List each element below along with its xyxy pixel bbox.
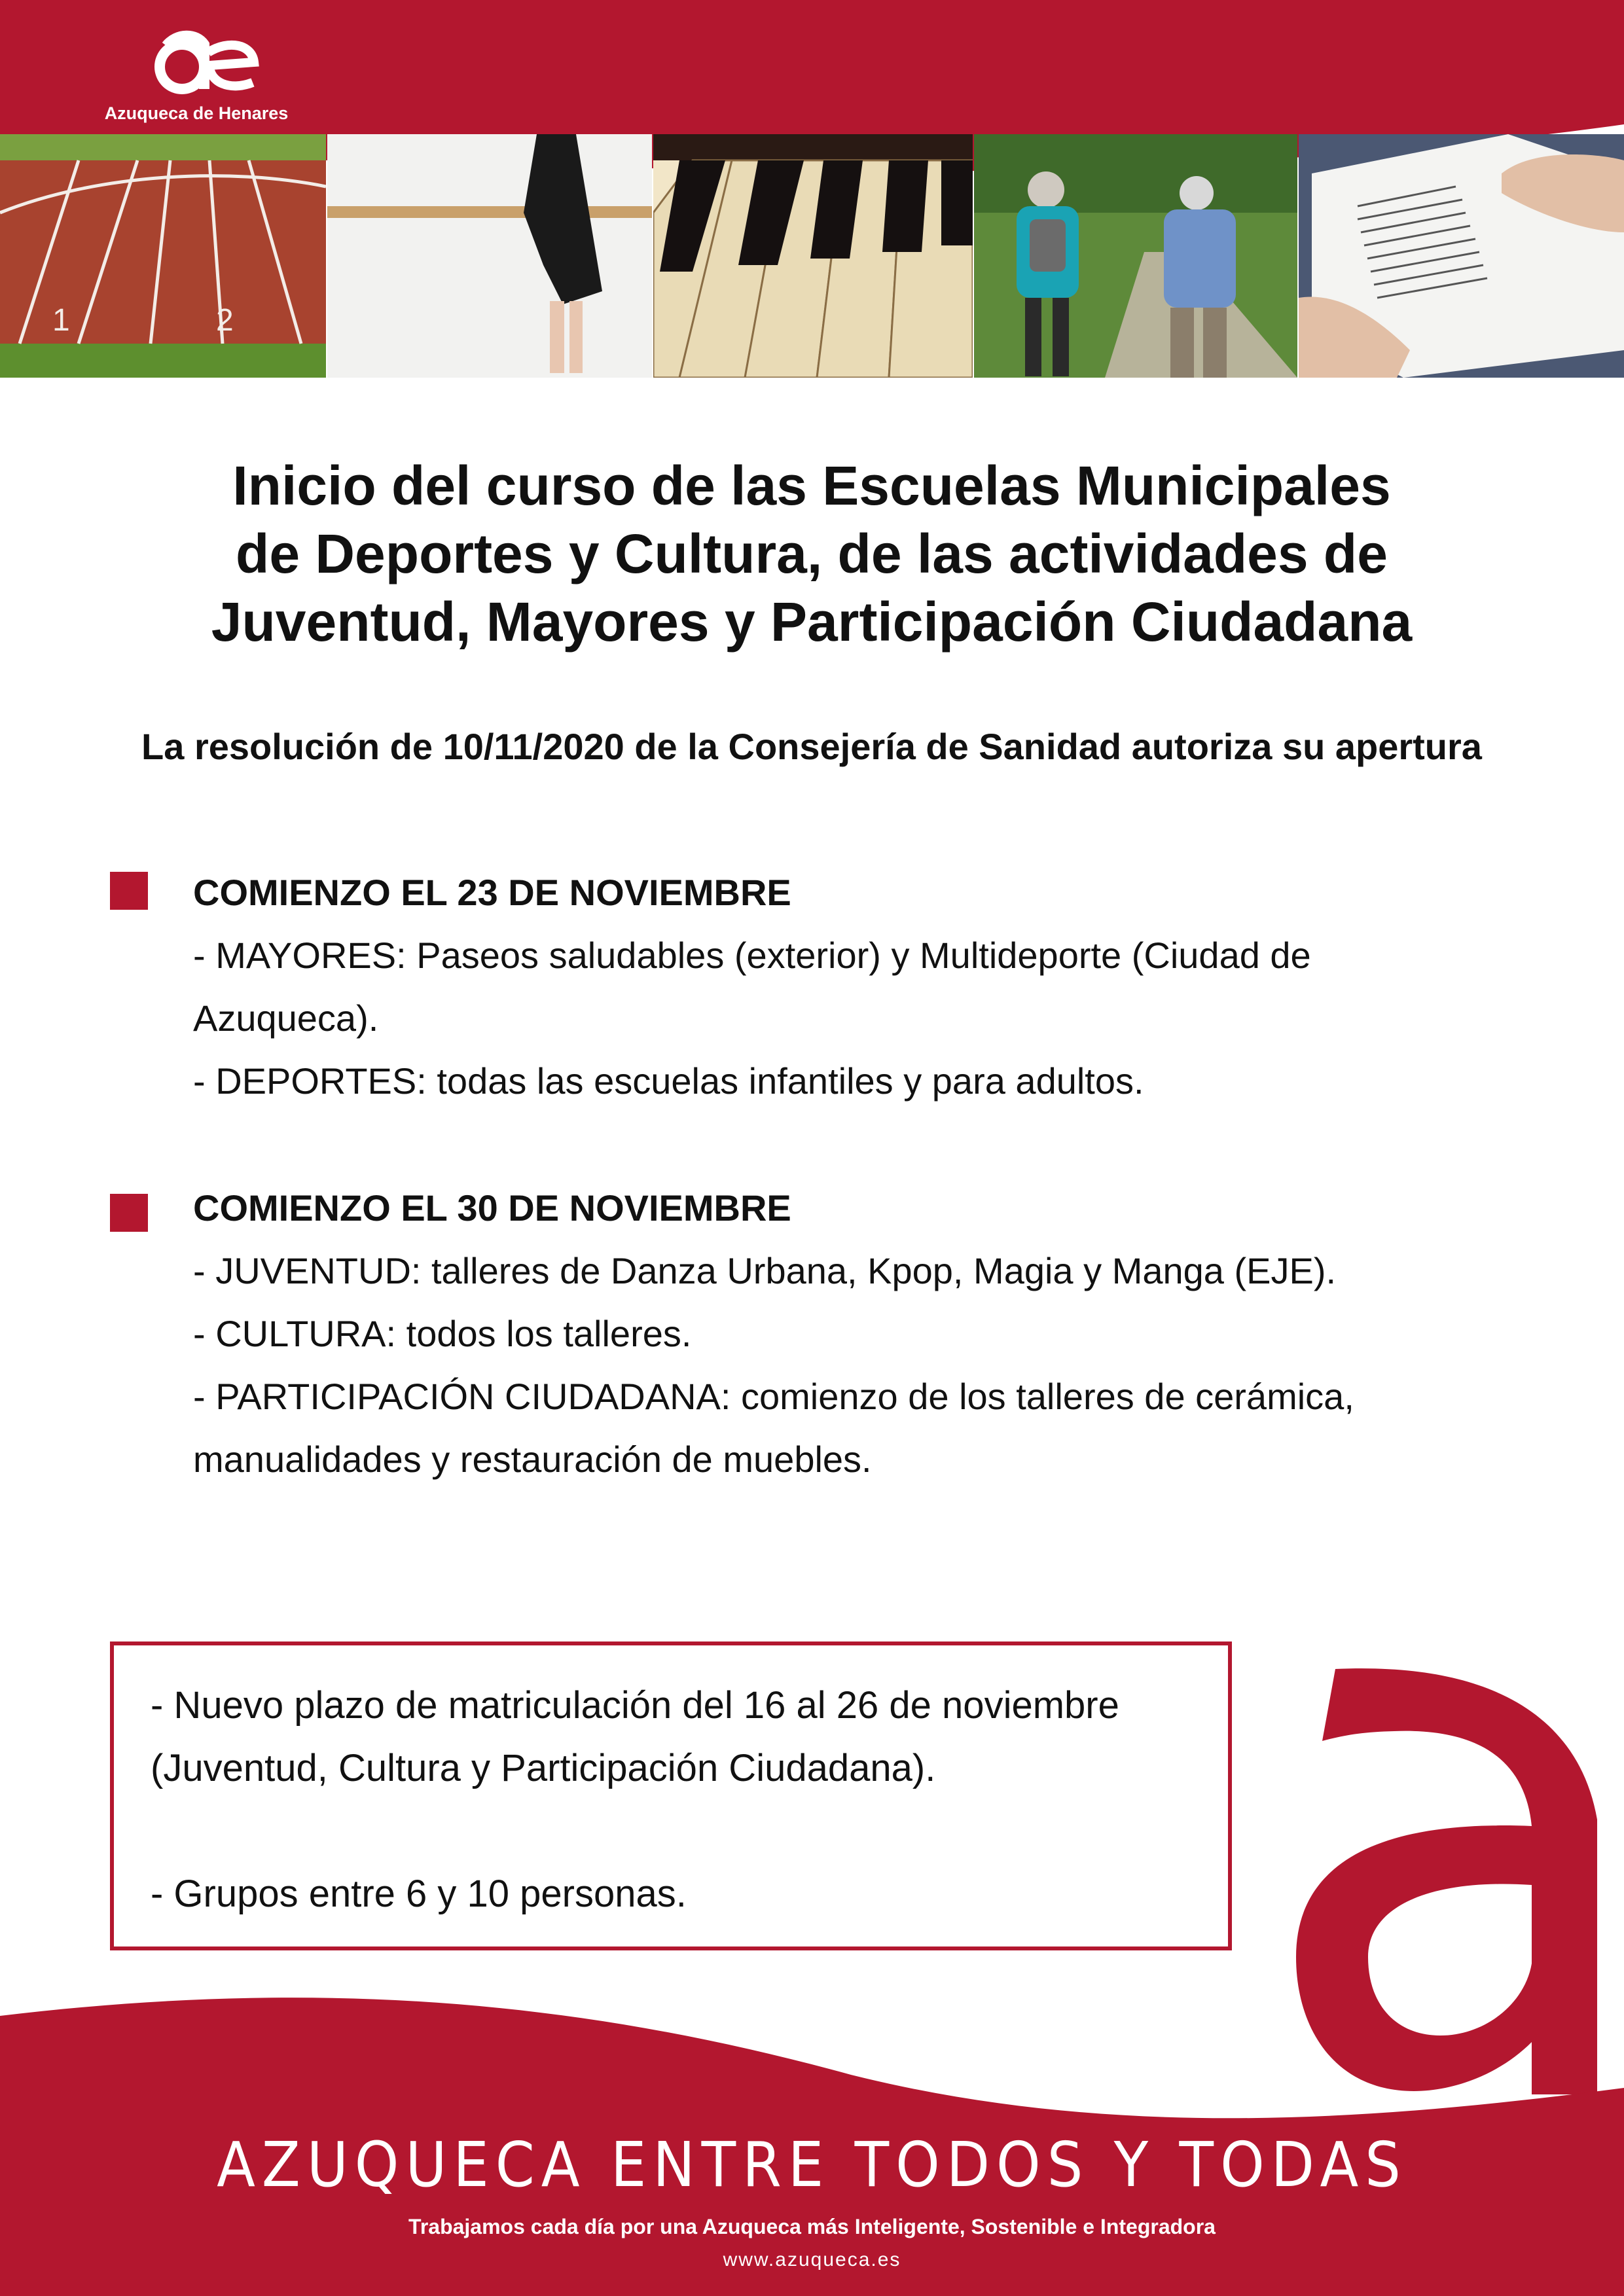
svg-text:1: 1	[52, 303, 70, 338]
info-line-enrollment: - Nuevo plazo de matriculación del 16 al 26 de noviembre	[151, 1684, 1119, 1727]
brand-logo	[98, 26, 295, 131]
section-line: - PARTICIPACIÓN CIUDADANA: comienzo de los talleres de cerámica,	[193, 1376, 1354, 1417]
enrollment-info-box	[110, 1641, 1232, 1950]
section-line: manualidades y restauración de muebles.	[193, 1439, 872, 1480]
logo-mark-icon	[98, 26, 295, 98]
section-marker-square	[110, 872, 148, 910]
reading-book-photo	[1299, 134, 1624, 378]
piano-keys-photo	[653, 134, 973, 378]
section-line: Azuqueca).	[193, 997, 379, 1039]
title-line-1: Inicio del curso de las Escuelas Municipales	[232, 455, 1391, 516]
page-title	[98, 452, 1525, 656]
ballet-dancer-photo	[327, 134, 652, 378]
section-november-23	[193, 861, 1470, 1113]
section-line: - CULTURA: todos los talleres.	[193, 1313, 692, 1354]
svg-text:2: 2	[216, 303, 234, 338]
website-link[interactable]: www.azuqueca.es	[723, 2249, 901, 2270]
running-track-photo	[0, 134, 326, 378]
section-line: - JUVENTUD: talleres de Danza Urbana, Kpop, Magia y Manga (EJE).	[193, 1250, 1337, 1291]
logo-text: Azuqueca de Henares	[104, 103, 289, 123]
seniors-walking-photo	[974, 134, 1297, 378]
title-line-2: de Deportes y Cultura, de las actividades de	[236, 523, 1388, 584]
section-heading: COMIENZO EL 30 DE NOVIEMBRE	[193, 1187, 791, 1229]
title-line-3: Juventud, Mayores y Participación Ciudadana	[211, 591, 1413, 653]
footer-slogan: AZUQUECA ENTRE TODOS Y TODAS	[217, 2129, 1407, 2201]
section-line: - MAYORES: Paseos saludables (exterior) y Multideporte (Ciudad de	[193, 935, 1311, 976]
info-line-departments: (Juventud, Cultura y Participación Ciudadana).	[151, 1747, 936, 1789]
section-marker-square	[110, 1194, 148, 1232]
footer-tagline: Trabajamos cada día por una Azuqueca más Inteligente, Sostenible e Integradora	[408, 2215, 1216, 2238]
section-heading: COMIENZO EL 23 DE NOVIEMBRE	[193, 872, 791, 913]
info-line-groups: - Grupos entre 6 y 10 personas.	[151, 1873, 687, 1915]
section-november-30	[193, 1177, 1470, 1491]
subtitle: La resolución de 10/11/2020 de la Consejería de Sanidad autoriza su apertura	[141, 726, 1482, 767]
section-line: - DEPORTES: todas las escuelas infantiles y para adultos.	[193, 1060, 1144, 1102]
